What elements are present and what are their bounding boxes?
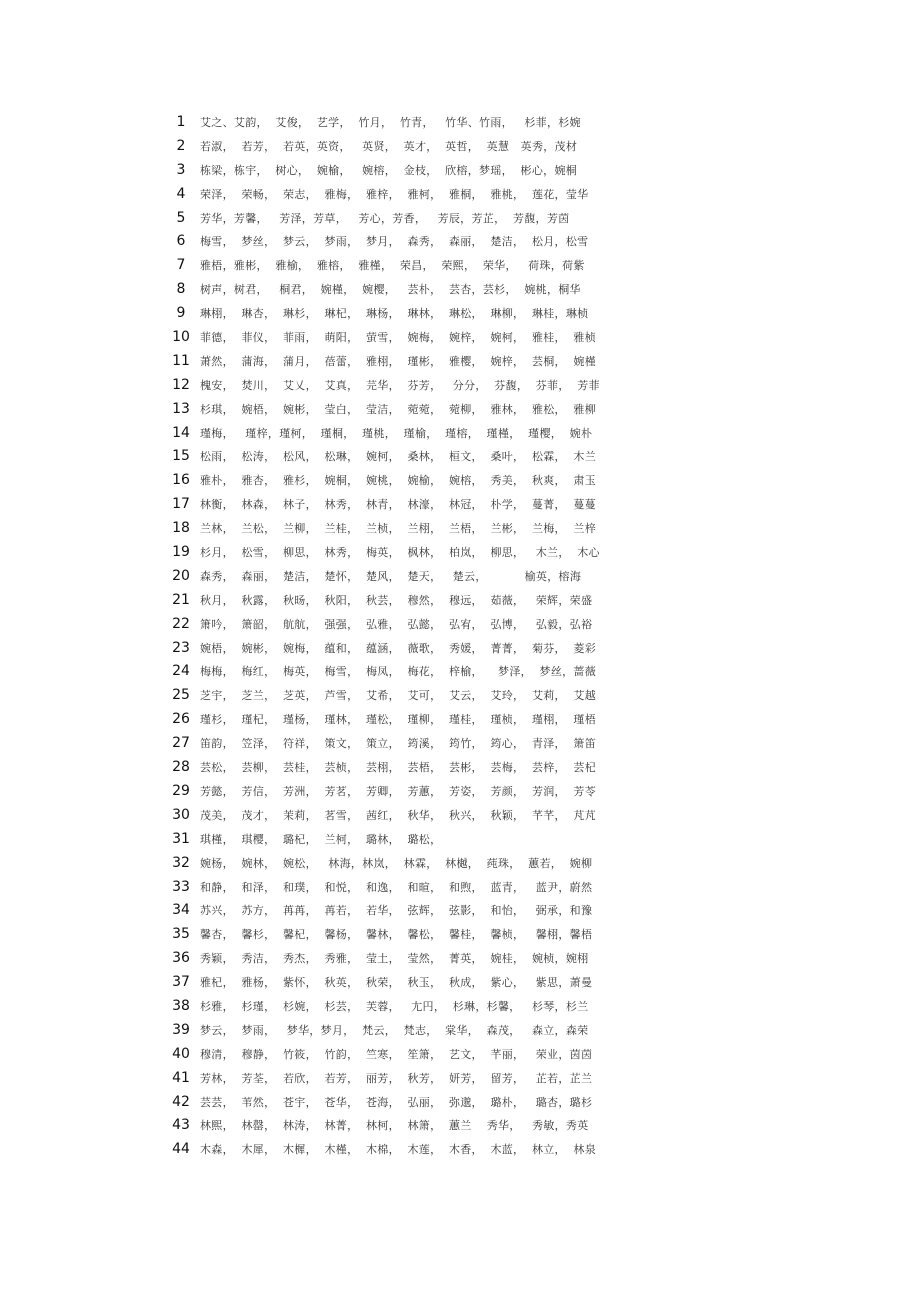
list-item bbox=[170, 519, 615, 543]
row-number: 29 bbox=[172, 782, 190, 799]
row-names: 瑾杉， 瑾杞， 瑾杨， 瑾林， 瑾松， 瑾柳， 瑾桂， 瑾桢， 瑾栩， 瑾梧 bbox=[200, 713, 597, 727]
row-number: 33 bbox=[172, 878, 190, 895]
list-item bbox=[170, 758, 615, 782]
row-number: 13 bbox=[172, 400, 190, 417]
list-item bbox=[170, 543, 615, 567]
row-names: 穆清， 穆静， 竹筱， 竹韵， 竺寒， 笙箫， 艺文， 芊丽， 荣业，茵茵 bbox=[200, 1047, 593, 1061]
row-names: 林熙， 林罄， 林涛， 林菁， 林柯， 林箫， 蕙兰 秀华， 秀敏，秀英 bbox=[200, 1119, 589, 1133]
row-number: 9 bbox=[176, 305, 186, 322]
row-names: 芳华，芳馨， 芳泽，芳草， 芳心，芳香， 芳辰，芳芷， 芳馥，芳茵 bbox=[200, 211, 570, 225]
row-number: 6 bbox=[176, 233, 186, 250]
row-number: 27 bbox=[172, 735, 190, 752]
row-number: 28 bbox=[172, 759, 190, 776]
row-names: 梦云， 梦雨， 梦华，梦月， 梵云， 梵志， 棠华， 森茂， 森立，森荣 bbox=[200, 1023, 589, 1037]
list-item bbox=[170, 662, 615, 686]
list-item bbox=[170, 591, 615, 615]
list-item bbox=[170, 854, 615, 878]
list-item bbox=[170, 304, 615, 328]
list-item bbox=[170, 1093, 615, 1117]
list-item bbox=[170, 1116, 615, 1140]
list-item bbox=[170, 232, 615, 256]
row-names: 森秀， 森丽， 楚洁， 楚怀， 楚风， 楚天， 楚云， 榆英，榕海 bbox=[200, 569, 582, 583]
row-number: 18 bbox=[172, 520, 190, 537]
row-number: 3 bbox=[176, 161, 186, 178]
row-names: 馨杏， 馨杉， 馨杞， 馨杨， 馨林， 馨松， 馨桂， 馨桢， 馨栩，馨梧 bbox=[200, 928, 593, 942]
row-number: 2 bbox=[176, 137, 186, 154]
list-item bbox=[170, 328, 615, 352]
list-item bbox=[170, 1069, 615, 1093]
row-number: 8 bbox=[176, 281, 186, 298]
row-number: 41 bbox=[172, 1069, 190, 1086]
row-number: 1 bbox=[176, 114, 186, 130]
list-item bbox=[170, 280, 615, 304]
row-names: 萧然， 蒲海， 蒲月， 蓓蕾， 雅栩， 瑾彬， 雅樱， 婉梓， 芸桐， 婉槿 bbox=[200, 354, 597, 368]
row-names: 松雨， 松涛， 松风， 松琳， 婉柯， 桑林， 桓文， 桑叶， 松霖， 木兰 bbox=[200, 450, 597, 464]
row-names: 雅朴， 雅杏， 雅杉， 婉桐， 婉桃， 婉榆， 婉榕， 秀美， 秋爽， 肃玉 bbox=[200, 474, 597, 488]
list-item bbox=[170, 400, 615, 424]
row-names: 茂美， 茂才， 茉莉， 茗雪， 茜红， 秋华， 秋兴， 秋颖， 芊芊， 芃芃 bbox=[200, 808, 597, 822]
row-number: 25 bbox=[172, 687, 190, 704]
row-names: 琪槿， 琪樱， 璐杞， 兰柯， 璐林， 璐松， bbox=[200, 832, 442, 846]
row-number: 36 bbox=[172, 950, 190, 967]
row-number: 39 bbox=[172, 1021, 190, 1038]
row-number: 35 bbox=[172, 926, 190, 943]
row-names: 芸松， 芸柳， 芸桂， 芸桢， 芸栩， 芸梧， 芸彬， 芸梅， 芸梓， 芸杞 bbox=[200, 761, 597, 775]
row-names: 箫吟， 箫韶， 航航， 强强， 弘雅， 弘懿， 弘宥， 弘博， 弘毅，弘裕 bbox=[200, 617, 593, 631]
list-item bbox=[170, 639, 615, 663]
row-number: 42 bbox=[172, 1093, 190, 1110]
row-number: 40 bbox=[172, 1045, 190, 1062]
row-number: 43 bbox=[172, 1117, 190, 1134]
list-item bbox=[170, 973, 615, 997]
list-item bbox=[170, 256, 615, 280]
row-number: 5 bbox=[176, 209, 186, 226]
list-item bbox=[170, 352, 615, 376]
row-names: 苏兴， 苏方， 苒苒， 苒若， 若华， 弦辉， 弦影， 和怡， 弼承，和豫 bbox=[200, 904, 593, 918]
row-names: 雅梧，雅彬， 雅榆， 雅榕， 雅槿， 荣昌， 荣熙， 荣华， 荷珠，荷紫 bbox=[200, 259, 585, 273]
list-item bbox=[170, 495, 615, 519]
list-item bbox=[170, 830, 615, 854]
row-number: 12 bbox=[172, 376, 190, 393]
row-names: 婉杨， 婉林， 婉松， 林海，林岚， 林霖， 林樾， 莼珠， 蕙若， 婉柳 bbox=[200, 856, 593, 870]
row-names: 琳栩， 琳杏， 琳杉， 琳杞， 琳杨， 琳林， 琳松， 琳柳， 琳桂，琳桢 bbox=[200, 307, 589, 321]
row-names: 林衡， 林森， 林子， 林秀， 林青， 林濠， 林冠， 朴学， 蔓菁， 蔓蔓 bbox=[200, 498, 597, 512]
row-number: 17 bbox=[172, 496, 190, 513]
row-names: 槐安， 焚川， 艾乂， 艾真， 芫华， 芬芳， 分分， 芬馥， 芬菲， 芳菲 bbox=[200, 378, 600, 392]
row-names: 杉月， 松雪， 柳思， 林秀， 梅英， 枫林， 柏岚， 柳思， 木兰， 木心 bbox=[200, 546, 600, 560]
row-names: 秀颖， 秀洁， 秀杰， 秀雅， 莹土， 莹然， 菁英， 婉桂， 婉桢，婉栩 bbox=[200, 952, 589, 966]
row-number: 22 bbox=[172, 615, 190, 632]
row-names: 木森， 木犀， 木樨， 木槿， 木棉， 木莲， 木香， 木蓝， 林立， 林泉 bbox=[200, 1143, 597, 1157]
row-names: 若淑， 若芳， 若英，英资， 英贤， 英才， 英哲， 英慧 英秀，茂材 bbox=[200, 139, 578, 153]
list-item bbox=[170, 376, 615, 400]
name-list bbox=[170, 113, 615, 1164]
list-item bbox=[170, 615, 615, 639]
list-item bbox=[170, 734, 615, 758]
row-names: 芝宇， 芝兰， 芝英， 芦雪， 艾希， 艾可， 艾云， 艾玲， 艾莉， 艾越 bbox=[200, 689, 597, 703]
row-names: 荣泽， 荣畅， 荣志， 雅梅， 雅梓， 雅柯， 雅桐， 雅桃， 莲花，莹华 bbox=[200, 187, 589, 201]
row-names: 菲德， 菲仪， 菲雨， 萌阳， 萤雪， 婉梅， 婉梓， 婉柯， 雅桂， 雅桢 bbox=[200, 331, 597, 345]
list-item bbox=[170, 1045, 615, 1069]
list-item bbox=[170, 782, 615, 806]
row-names: 树声，树君， 桐君， 婉槿， 婉樱， 芸朴， 芸杏，芸杉， 婉桃，桐华 bbox=[200, 283, 581, 297]
row-number: 4 bbox=[176, 185, 186, 202]
row-number: 11 bbox=[172, 352, 190, 369]
row-number: 7 bbox=[176, 257, 186, 274]
list-item bbox=[170, 925, 615, 949]
list-item bbox=[170, 161, 615, 185]
row-names: 艾之、艾韵， 艾俊， 艺学， 竹月， 竹青， 竹华、竹雨， 杉菲，杉婉 bbox=[200, 116, 581, 129]
list-item bbox=[170, 878, 615, 902]
row-number: 38 bbox=[172, 997, 190, 1014]
row-names: 梅雪， 梦丝， 梦云， 梦雨， 梦月， 森秀， 森丽， 楚洁， 松月，松雪 bbox=[200, 235, 589, 249]
row-names: 瑾梅， 瑾梓，瑾柯， 瑾桐， 瑾桃， 瑾榆， 瑾榕， 瑾槿， 瑾樱， 婉朴 bbox=[200, 426, 593, 440]
list-item bbox=[170, 447, 615, 471]
row-names: 芸芸， 苇然， 苍宇， 苍华， 苍海， 弘丽， 弥邈， 璐朴， 璐杏，璐杉 bbox=[200, 1095, 593, 1109]
row-names: 梅梅， 梅红， 梅英， 梅雪， 梅凤， 梅花， 梓榆， 梦泽， 梦丝，蔷薇 bbox=[200, 665, 597, 679]
row-names: 兰林， 兰松， 兰柳， 兰桂， 兰桢， 兰栩， 兰梧， 兰彬， 兰梅， 兰梓 bbox=[200, 522, 597, 536]
row-number: 34 bbox=[172, 902, 190, 919]
list-item bbox=[170, 471, 615, 495]
row-number: 20 bbox=[172, 567, 190, 584]
row-names: 杉琪， 婉梧， 婉彬， 莹白， 莹洁， 菀菀， 菀柳， 雅林， 雅松， 雅柳 bbox=[200, 402, 597, 416]
row-number: 44 bbox=[172, 1141, 190, 1158]
list-item bbox=[170, 185, 615, 209]
row-names: 婉梧， 婉彬， 婉梅， 蕴和， 蕴涵， 薇歌， 秀媛， 菁菁， 菊芬， 菱彩 bbox=[200, 641, 597, 655]
row-names: 芳林， 芳荃， 若欣， 若芳， 丽芳， 秋芳， 妍芳， 留芳， 芷若，芷兰 bbox=[200, 1071, 593, 1085]
row-names: 雅杞， 雅杨， 紫怀， 秋英， 秋荣， 秋玉， 秋成， 紫心， 紫思，萧曼 bbox=[200, 976, 593, 990]
list-item bbox=[170, 113, 615, 137]
list-item bbox=[170, 806, 615, 830]
list-item bbox=[170, 686, 615, 710]
row-number: 37 bbox=[172, 974, 190, 991]
list-item bbox=[170, 949, 615, 973]
row-number: 32 bbox=[172, 854, 190, 871]
row-names: 芳懿， 芳信， 芳洲， 芳茗， 芳卿， 芳蕙， 芳姿， 芳颜， 芳润， 芳苓 bbox=[200, 784, 597, 798]
list-item bbox=[170, 137, 615, 161]
row-number: 14 bbox=[172, 424, 190, 441]
row-number: 10 bbox=[172, 329, 190, 346]
row-number: 21 bbox=[172, 591, 190, 608]
list-item bbox=[170, 997, 615, 1021]
row-names: 杉雅， 杉瑾， 杉婉， 杉芸， 芙蓉， 尢円， 杉琳，杉馨， 杉琴，杉兰 bbox=[200, 999, 589, 1013]
row-number: 24 bbox=[172, 663, 190, 680]
row-number: 23 bbox=[172, 639, 190, 656]
row-names: 栋梁，栋宇， 树心， 婉榆， 婉榕， 金枝， 欣榕，梦瑶， 彬心，婉桐 bbox=[200, 163, 578, 177]
row-number: 15 bbox=[172, 448, 190, 465]
list-item bbox=[170, 567, 615, 591]
row-number: 30 bbox=[172, 806, 190, 823]
list-item bbox=[170, 901, 615, 925]
row-number: 31 bbox=[172, 830, 190, 847]
row-names: 和静， 和泽， 和璞， 和悦， 和逸， 和暄， 和煦， 蓝青， 蓝尹，蔚然 bbox=[200, 880, 593, 894]
list-item bbox=[170, 209, 615, 233]
row-names: 秋月， 秋露， 秋旸， 秋阳， 秋芸， 穆然， 穆远， 茹薇， 荣辉，荣盛 bbox=[200, 593, 593, 607]
list-item bbox=[170, 710, 615, 734]
list-item bbox=[170, 424, 615, 448]
row-number: 26 bbox=[172, 711, 190, 728]
row-names: 笛韵， 笠泽， 符祥， 策文， 策立， 筠溪， 筠竹， 筠心， 青泽， 箫笛 bbox=[200, 737, 597, 751]
row-number: 19 bbox=[172, 544, 190, 561]
list-item bbox=[170, 1140, 615, 1164]
list-item bbox=[170, 1021, 615, 1045]
row-number: 16 bbox=[172, 472, 190, 489]
